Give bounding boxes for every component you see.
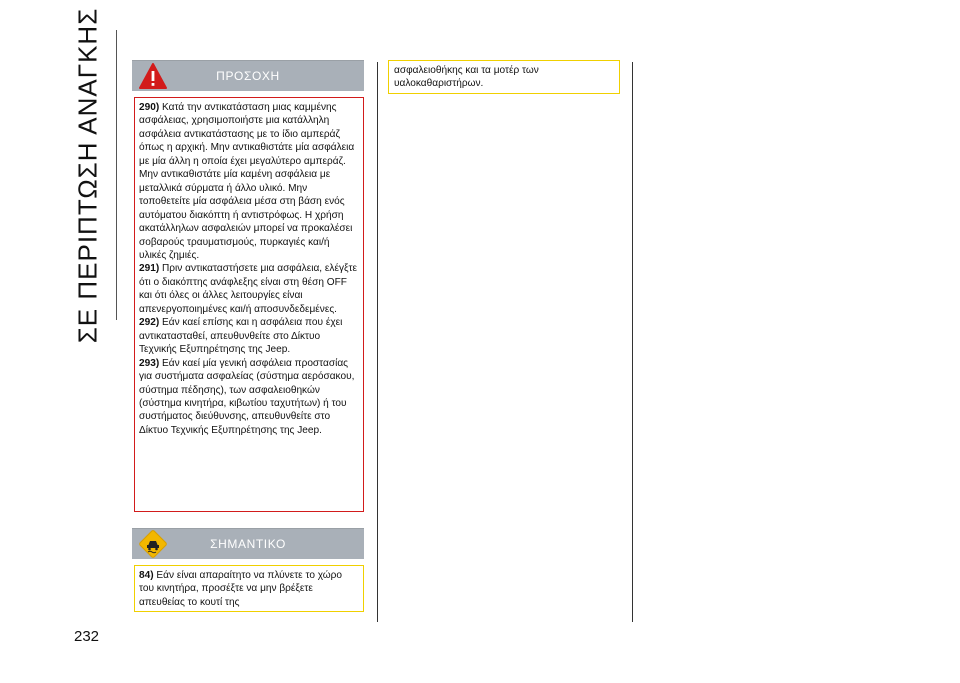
paragraph-text: Εάν καεί μία γενική ασφάλεια προστασίας για συστήματα ασφαλείας (σύστημα αερόσακου, σύστημα πέδησης), των ασφαλειοθηκών (σύστημα κινητήρα, κιβωτίου ταχυτήτων) ή του συστήματος διεύθυνσης, απευθυνθείτε στο Δίκτυο Τεχνικής Εξυπηρέτησης της Jeep.: [139, 357, 355, 436]
important-continuation-box: [388, 60, 620, 94]
warning-header: [132, 60, 364, 91]
continuation-text: ασφαλειοθήκης και τα μοτέρ των υαλοκαθαριστήρων.: [394, 65, 539, 90]
paragraph-text: Πριν αντικαταστήσετε μια ασφάλεια, ελέγξτε ότι ο διακόπτης ανάφλεξης είναι στη θέση OFF και ότι όλες οι άλλες λειτουργίες είναι απενεργοποιημένες και/ή αποσυνδεδεμένες.: [139, 263, 358, 315]
warning-box: [134, 97, 364, 512]
column-divider-left: [377, 62, 378, 622]
paragraph-text: Εάν είναι απαραίτητο να πλύνετε το χώρο του κινητήρα, προσέξτε να μην βρέξετε απευθείας το κουτί της: [139, 570, 343, 608]
column-divider-right: [632, 62, 633, 622]
warning-paragraph-292: [139, 316, 359, 356]
paragraph-number: 293): [139, 357, 160, 369]
warning-paragraph-290: [139, 101, 359, 262]
page-number: 232: [74, 628, 100, 645]
important-paragraph-84: [139, 569, 359, 609]
paragraph-number: 290): [139, 102, 160, 113]
section-title-text: ΣΕ ΠΕΡΙΠΤΩΣΗ ΑΝΑΓΚΗΣ: [72, 7, 103, 343]
warning-title: ΠΡΟΣΟΧΗ: [216, 69, 280, 83]
paragraph-text: Κατά την αντικατάσταση μιας καμμένης ασφάλειας, χρησιμοποιήστε μια κατάλληλη ασφάλεια αντικατάστασης με το ίδιο αμπεράζ όπως η αρχική. Μην αντικαθιστάτε μία ασφάλεια με μία άλλη η οποία έχει μεγαλύτερο αμπεράζ. Μην αντικαθιστάτε μία καμένη ασφάλεια με μεταλλικά σύρματα ή άλλο υλικό. Μην τοποθετείτε μία ασφάλεια μέσα στη βάση ενός αυτόματου διακόπτη ή αντιστρόφως. Η χρήση ακατάλληλων ασφαλειών μπορεί να προκαλέσει σοβαρούς τραυματισμούς, πυρκαγιές και/ή υλικές ζημιές.: [139, 102, 355, 261]
warning-paragraph-293: [139, 357, 359, 438]
important-header: [132, 528, 364, 559]
section-title: [58, 7, 118, 343]
paragraph-number: 84): [139, 570, 154, 581]
section-title-rule: [116, 30, 117, 320]
warning-paragraph-291: [139, 262, 359, 316]
important-box: [134, 565, 364, 612]
paragraph-number: 292): [139, 317, 160, 329]
paragraph-text: Εάν καεί επίσης και η ασφάλεια που έχει αντικατασταθεί, απευθυνθείτε στο Δίκτυο Τεχνικής Εξυπηρέτησης της Jeep.: [139, 317, 343, 356]
paragraph-number: 291): [139, 263, 160, 275]
important-title: ΣΗΜΑΝΤΙΚΟ: [210, 537, 286, 551]
